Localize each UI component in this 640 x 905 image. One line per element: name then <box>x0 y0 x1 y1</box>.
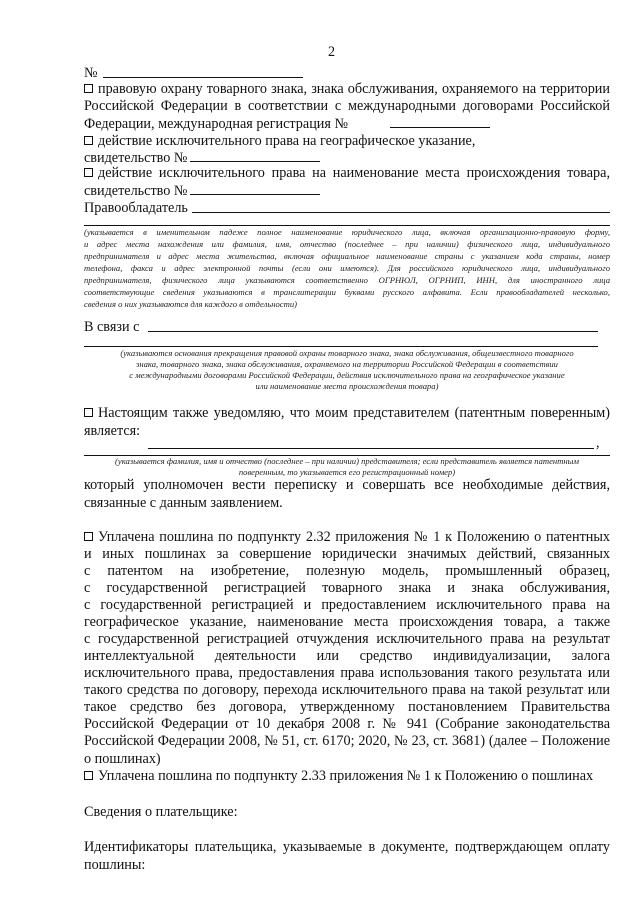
fee1-line-14: о пошлинах) <box>84 751 161 767</box>
fee1-checkbox[interactable] <box>84 532 93 541</box>
fee1-line-2: и иных пошлинах за совершение юридически значимых действий, связанных <box>84 546 610 562</box>
payer-ids-line1: Идентификаторы плательщика, указываемые в документе, подтверждающем оплату <box>84 839 610 855</box>
fee1-line-8: интеллектуальной деятельности или средство индивидуализации, залога <box>84 648 610 664</box>
reason-note-2: знака, товарного знака, знака обслуживания, охраняемого на территории Российской Федерации в соответствии <box>136 359 558 369</box>
holder-note-7: сведения о них указываются для каждого в отдельности) <box>84 299 297 309</box>
reason-note-4: или наименование места происхождения товара) <box>255 381 439 391</box>
fee1-line-6: географическое указание, наименование места происхождения товара, а также <box>84 614 610 630</box>
fee2-checkbox[interactable] <box>84 771 93 780</box>
fee1-line-11: такое средство без договора, утвержденному постановлением Правительства <box>84 699 610 715</box>
holder-field-2[interactable] <box>84 225 610 226</box>
geo-indication-checkbox[interactable] <box>84 136 93 145</box>
appellation-line1: действие исключительного права на наименование места происхождения товара, <box>84 165 610 182</box>
fee1-line-13: Российской Федерации 2008, № 51, ст. 6170; 2020, № 23, ст. 3681) (далее – Положение <box>84 733 610 749</box>
reason-field[interactable] <box>148 331 598 332</box>
appellation-line2: свидетельство № <box>84 183 188 199</box>
appellation-certificate-field[interactable] <box>190 194 320 195</box>
fee1-line-1: Уплачена пошлина по подпункту 2.32 приложения № 1 к Положению о патентных <box>84 529 610 546</box>
holder-note-4: телефона, факса и адрес электронной почты (если они имеются). Для российского юридического лица, индивидуального <box>84 263 610 273</box>
holder-note-5: предпринимателя, физического лица указываются соответственно ОГРНЮЛ, ОГРНИП, ИНН, для иностранного лица <box>84 275 610 285</box>
holder-note-6: соответствующие сведения указываются в транслитерации буквами русского алфавита. Если правообладателей несколько, <box>84 287 610 297</box>
reason-note-3: с международными договорами Российской Федерации, действия исключительного права на географическое указание <box>129 370 565 380</box>
geo-certificate-field[interactable] <box>190 161 320 162</box>
number-field[interactable] <box>103 77 303 78</box>
holder-note-2: и адрес места нахождения или фамилия, имя, отчество (последнее – при наличии) физического лица, индивидуального <box>84 239 610 249</box>
fee1-line-9: исключительного права, предоставления права использования такого результата или <box>84 665 610 681</box>
payer-heading: Сведения о плательщике: <box>84 804 238 820</box>
fee1-line-10: такого средства по договору, перехода исключительного права на такой результат или <box>84 682 610 698</box>
holder-field[interactable] <box>192 212 610 213</box>
payer-ids-line2: пошлины: <box>84 857 146 873</box>
reason-note-1: (указываются основания прекращения правовой охраны товарного знака, знака обслуживания, общеизвестного товарного <box>120 348 574 358</box>
fee1-line-12: Российской Федерации от 10 декабря 2008 г. № 941 (Собрание законодательства <box>84 716 610 732</box>
representative-checkbox[interactable] <box>84 408 93 417</box>
fee1-line-4: с государственной регистрацией товарного знака и знака обслуживания, <box>84 580 610 596</box>
intl-tm-checkbox[interactable] <box>84 84 93 93</box>
appellation-checkbox[interactable] <box>84 168 93 177</box>
number-label: № <box>84 65 98 81</box>
intl-tm-line2: Российской Федерации в соответствии с международными договорами Российской <box>84 98 610 114</box>
fee2-line: Уплачена пошлина по подпункту 2.33 приложения № 1 к Положению о пошлинах <box>84 767 593 785</box>
representative-note-1: (указывается фамилия, имя и отчество (последнее – при наличии) представителя; если представитель является патентным <box>115 456 579 466</box>
intl-tm-line1: правовую охрану товарного знака, знака обслуживания, охраняемого на территории <box>84 81 610 98</box>
representative-line1: Настоящим также уведомляю, что моим представителем (патентным поверенным) <box>84 405 610 422</box>
intl-registration-field[interactable] <box>390 127 490 128</box>
representative-text-1: который уполномочен вести переписку и совершать все необходимые действия, <box>84 477 610 493</box>
geo-indication-line2: свидетельство № <box>84 150 188 166</box>
fee1-line-5: с государственной регистрацией и предоставлением исключительного права на <box>84 597 610 613</box>
intl-tm-line3: Федерации, международная регистрация № <box>84 116 348 132</box>
holder-note-1: (указывается в именительном падеже полное наименование юридического лица, включая организационно-правовую форму, <box>84 227 610 237</box>
reason-label: В связи с <box>84 319 140 335</box>
holder-note-3: предпринимателя и адрес места жительства, включая официальное наименование страны с указанием кода страны, номер <box>84 251 610 261</box>
fee1-line-7: с государственной регистрацией отчуждения исключительного права на результат <box>84 631 610 647</box>
page-number: 2 <box>328 44 336 60</box>
representative-text-2: связанные с данным заявлением. <box>84 495 283 511</box>
fee1-line-3: с патентом на изобретение, полезную модель, промышленный образец, <box>84 563 610 579</box>
geo-indication-line1: действие исключительного права на географическое указание, <box>84 132 475 150</box>
holder-label: Правообладатель <box>84 200 188 216</box>
representative-line2: является: <box>84 423 141 439</box>
representative-note-2: поверенным, то указывается его регистрационный номер) <box>238 467 456 477</box>
representative-comma: , <box>596 435 600 451</box>
reason-field-2[interactable] <box>84 346 598 347</box>
representative-field[interactable] <box>148 448 594 449</box>
